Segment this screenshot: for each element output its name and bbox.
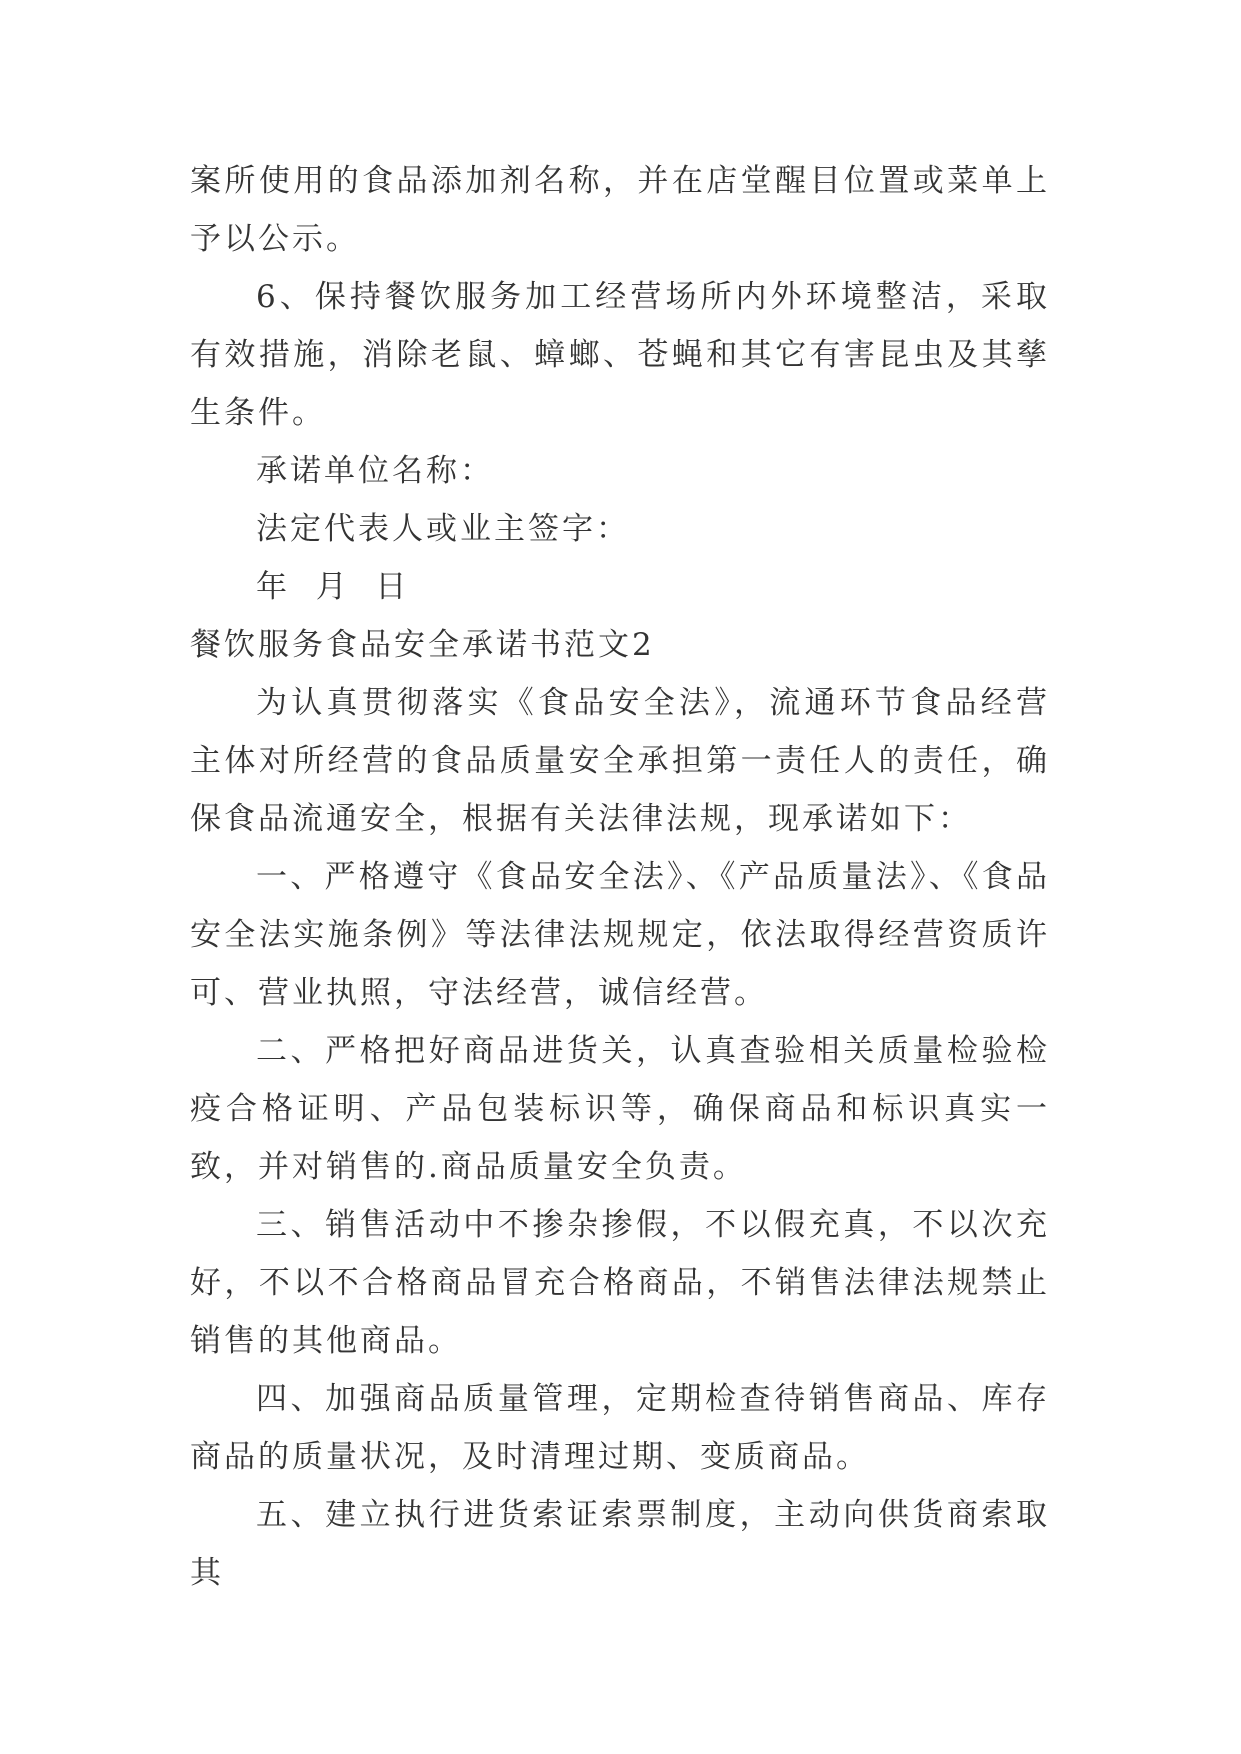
paragraph-item-2: 二、严格把好商品进货关，认真查验相关质量检验检疫合格证明、产品包装标识等，确保商品和标识真实一致，并对销售的.商品质量安全负责。	[190, 1033, 1050, 1185]
document-body	[190, 152, 1050, 1602]
signature-unit-name: 承诺单位名称：	[256, 453, 494, 489]
paragraph-continuation: 案所使用的食品添加剂名称，并在店堂醒目位置或菜单上予以公示。	[190, 163, 1050, 257]
signature-representative: 法定代表人或业主签字：	[256, 511, 630, 547]
paragraph-item-1: 一、严格遵守《食品安全法》、《产品质量法》、《食品安全法实施条例》等法律法规规定，依法取得经营资质许可、营业执照，守法经营，诚信经营。	[190, 859, 1050, 1011]
paragraph-intro: 为认真贯彻落实《食品安全法》，流通环节食品经营主体对所经营的食品质量安全承担第一责任人的责任，确保食品流通安全，根据有关法律法规，现承诺如下：	[190, 685, 1050, 837]
paragraph-item-5: 五、建立执行进货索证索票制度，主动向供货商索取其	[190, 1497, 1050, 1591]
signature-date: 年 月 日	[256, 569, 410, 605]
section-heading: 餐饮服务食品安全承诺书范文2	[190, 627, 655, 663]
paragraph-item-6: 6、保持餐饮服务加工经营场所内外环境整洁，采取有效措施，消除老鼠、蟑螂、苍蝇和其它有害昆虫及其孳生条件。	[190, 279, 1050, 431]
paragraph-item-4: 四、加强商品质量管理，定期检查待销售商品、库存商品的质量状况，及时清理过期、变质商品。	[190, 1381, 1050, 1475]
paragraph-item-3: 三、销售活动中不掺杂掺假，不以假充真，不以次充好，不以不合格商品冒充合格商品，不销售法律法规禁止销售的其他商品。	[190, 1207, 1050, 1359]
